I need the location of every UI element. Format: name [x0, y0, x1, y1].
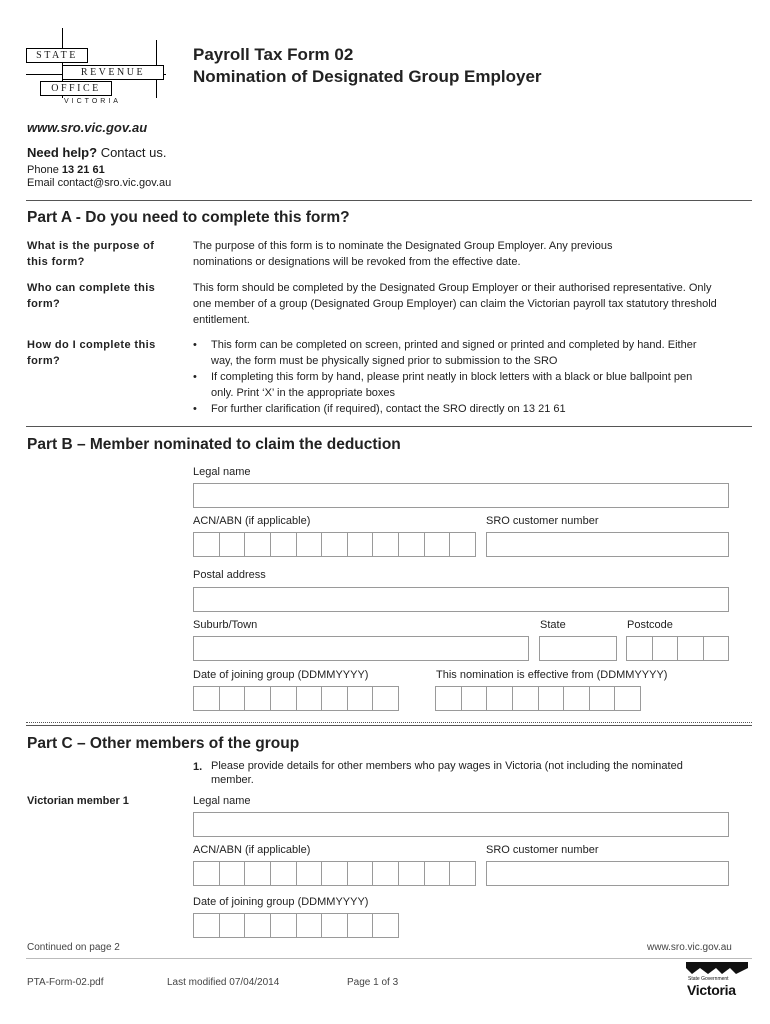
website-link[interactable]: www.sro.vic.gov.au — [27, 120, 148, 135]
sro-logo — [26, 28, 166, 108]
member1-acn-label: ACN/ABN (if applicable) — [193, 844, 311, 856]
member1-date-label: Date of joining group (DDMMYYYY) — [193, 896, 369, 908]
postal-label: Postal address — [193, 569, 266, 581]
member1-legal-name-label: Legal name — [193, 795, 251, 807]
legal-name-input[interactable] — [193, 483, 729, 508]
answer-who: This form should be completed by the Designated Group Employer or their authorised representative. Only one member of a group (Designated Group Employer) can claim the Victorian payroll tax statutory threshold entitlement. — [193, 282, 717, 326]
legal-name-label: Legal name — [193, 466, 251, 478]
question-purpose: What is the purpose of this form? — [27, 240, 155, 268]
part-b-heading: Part B – Member nominated to claim the deduction — [27, 436, 401, 453]
suburb-label: Suburb/Town — [193, 619, 258, 631]
postal-input[interactable] — [193, 587, 729, 612]
member1-acn-input[interactable] — [193, 861, 476, 886]
footer-rule — [26, 958, 752, 959]
effective-date-input[interactable] — [435, 686, 641, 711]
instruction-text: Please provide details for other members who pay wages in Victoria (not including the nominated member. — [211, 760, 683, 786]
instruction-number: 1. — [193, 761, 203, 773]
divider — [26, 426, 752, 427]
postcode-input[interactable] — [626, 636, 729, 661]
divider-dotted — [26, 722, 752, 723]
help-email — [27, 177, 171, 189]
continued-note: Continued on page 2 — [27, 942, 120, 953]
suburb-input[interactable] — [193, 636, 529, 661]
part-a-heading: Part A - Do you need to complete this form? — [27, 209, 350, 226]
answer-how — [193, 337, 713, 417]
bullet-item: • This form can be completed on screen, printed and signed or printed and completed by hand. Either way, the form must be physically signed prior to submission to the SRO — [211, 337, 713, 369]
member1-sro-number-input[interactable] — [486, 861, 729, 886]
form-subtitle: Nomination of Designated Group Employer — [193, 67, 542, 86]
member-label: Victorian member 1 — [27, 795, 129, 807]
state-input[interactable] — [539, 636, 617, 661]
member1-legal-name-input[interactable] — [193, 812, 729, 837]
logo-office: OFFICE — [40, 81, 112, 96]
divider — [26, 725, 752, 726]
gov-big-text: Victoria — [687, 982, 736, 998]
state-label: State — [540, 619, 566, 631]
phone-label: Phone — [27, 164, 62, 176]
acn-label: ACN/ABN (if applicable) — [193, 515, 311, 527]
postcode-label: Postcode — [627, 619, 673, 631]
footer-page: Page 1 of 3 — [347, 977, 399, 988]
logo-victoria: VICTORIA — [64, 98, 121, 105]
divider — [26, 200, 752, 201]
date-joining-label: Date of joining group (DDMMYYYY) — [193, 669, 369, 681]
effective-label: This nomination is effective from (DDMMYYYY) — [436, 669, 668, 681]
help-heading-bold: Need help? — [27, 145, 98, 160]
phone-number: 13 21 61 — [61, 164, 105, 176]
email-label: Email — [27, 177, 58, 189]
help-heading-rest: Contact us. — [97, 145, 167, 160]
member1-date-input[interactable] — [193, 913, 399, 938]
sro-number-label: SRO customer number — [486, 515, 599, 527]
help-heading — [27, 145, 166, 160]
gov-small-text: State Government — [688, 976, 729, 982]
victoria-stars-icon — [686, 962, 748, 976]
logo-revenue: REVENUE — [62, 65, 164, 80]
bullet-item: • For further clarification (if required), contact the SRO directly on 13 21 61 — [211, 401, 713, 417]
footer-website[interactable]: www.sro.vic.gov.au — [647, 942, 732, 953]
email-address[interactable]: contact@sro.vic.gov.au — [57, 177, 172, 189]
help-phone — [27, 164, 105, 176]
victoria-gov-logo — [686, 962, 748, 998]
date-joining-input[interactable] — [193, 686, 399, 711]
answer-purpose: The purpose of this form is to nominate the Designated Group Employer. Any previous nominations or designations will be revoked from the effective date. — [193, 240, 613, 268]
part-c-heading: Part C – Other members of the group — [27, 735, 300, 752]
footer-modified: Last modified 07/04/2014 — [167, 977, 280, 988]
sro-number-input[interactable] — [486, 532, 729, 557]
question-who: Who can complete this form? — [27, 282, 156, 310]
bullet-item: • If completing this form by hand, please print neatly in block letters with a black or blue ballpoint pen only. Print ‘X’ in the appropriate boxes — [211, 369, 713, 401]
form-title: Payroll Tax Form 02 — [193, 45, 354, 64]
logo-state: STATE — [26, 48, 88, 63]
acn-input[interactable] — [193, 532, 476, 557]
footer-filename: PTA-Form-02.pdf — [27, 977, 104, 988]
member1-sro-number-label: SRO customer number — [486, 844, 599, 856]
question-how: How do I complete this form? — [27, 339, 156, 367]
